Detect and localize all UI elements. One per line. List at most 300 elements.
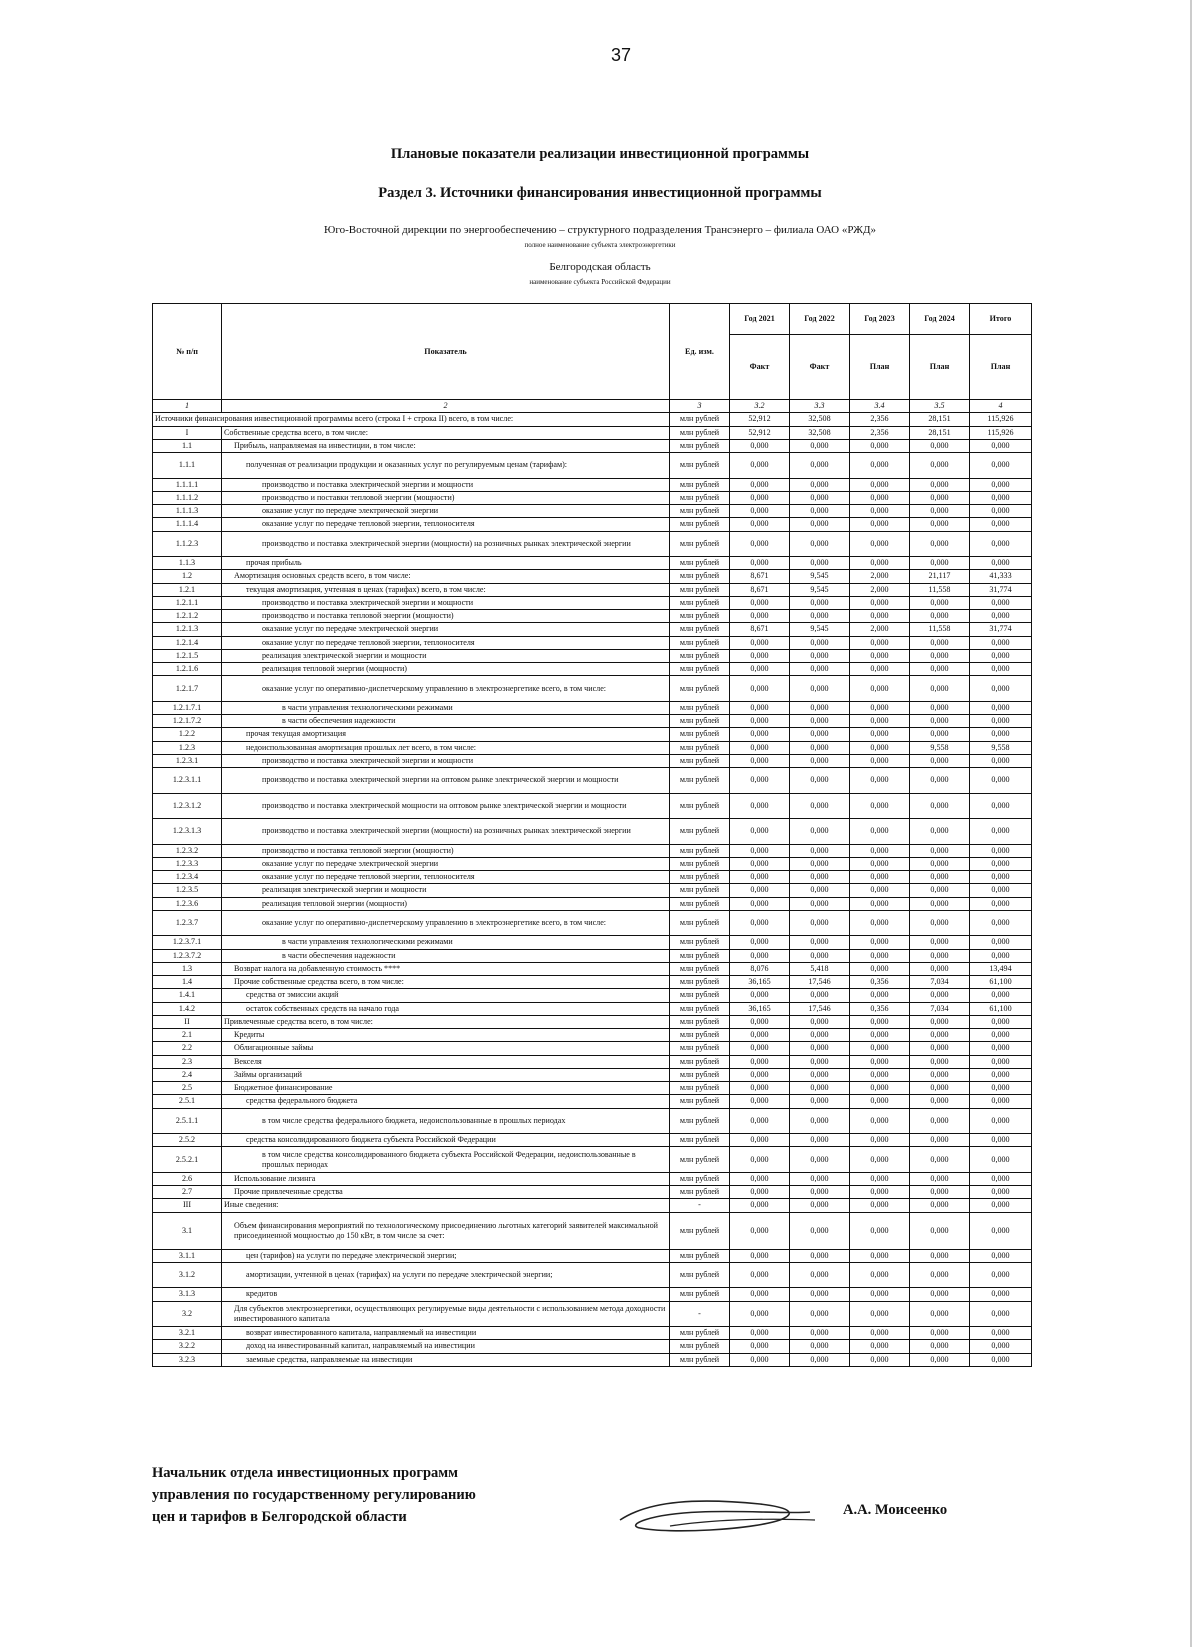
table-row <box>153 610 1032 623</box>
row-value: 0,000 <box>910 1108 970 1134</box>
row-label: Займы организаций <box>222 1068 670 1081</box>
row-value: 0,000 <box>790 491 850 504</box>
row-unit: млн рублей <box>670 439 730 452</box>
header-year-2022: Год 2022 <box>790 304 850 335</box>
row-label: в части обеспечения надежности <box>222 715 670 728</box>
row-value: 0,000 <box>790 1199 850 1212</box>
table-row <box>153 505 1032 518</box>
row-label: в части управления технологическими режимами <box>222 701 670 714</box>
row-unit: млн рублей <box>670 1186 730 1199</box>
row-number: 3.1.2 <box>153 1262 222 1288</box>
row-value: 0,000 <box>970 1262 1032 1288</box>
row-value: 0,000 <box>850 1055 910 1068</box>
table-row <box>153 426 1032 439</box>
row-value: 0,000 <box>850 649 910 662</box>
row-label: производство и поставка тепловой энергии (мощности) <box>222 844 670 857</box>
row-unit: млн рублей <box>670 1055 730 1068</box>
row-value: 0,000 <box>730 1108 790 1134</box>
row-value: 0,000 <box>910 793 970 819</box>
row-value: 0,000 <box>850 676 910 702</box>
row-value: 0,000 <box>730 715 790 728</box>
row-number: 2.1 <box>153 1029 222 1042</box>
row-value: 0,000 <box>790 1134 850 1147</box>
row-value: 0,000 <box>910 715 970 728</box>
row-unit: млн рублей <box>670 583 730 596</box>
row-label: недоиспользованная амортизация прошлых лет всего, в том числе: <box>222 741 670 754</box>
row-value: 0,000 <box>730 910 790 936</box>
row-label: в части обеспечения надежности <box>222 949 670 962</box>
row-unit: млн рублей <box>670 962 730 975</box>
row-number: 2.2 <box>153 1042 222 1055</box>
row-value: 28,151 <box>910 426 970 439</box>
row-value: 0,000 <box>850 478 910 491</box>
row-value: 0,000 <box>850 1108 910 1134</box>
row-unit: млн рублей <box>670 570 730 583</box>
row-value: 0,000 <box>850 936 910 949</box>
row-label: в том числе средства федерального бюджета, недоиспользованные в прошлых периодах <box>222 1108 670 1134</box>
row-unit: млн рублей <box>670 596 730 609</box>
row-value: 0,000 <box>850 1186 910 1199</box>
row-value: 0,000 <box>970 1212 1032 1249</box>
organization-name: Юго-Восточной дирекции по энергообеспечению – структурного подразделения Трансэнерго – филиала ОАО «РЖД» <box>324 224 876 236</box>
row-value: 0,000 <box>970 1015 1032 1028</box>
row-value: 41,333 <box>970 570 1032 583</box>
row-value: 0,000 <box>910 1147 970 1173</box>
row-value: 0,000 <box>910 518 970 531</box>
column-number: 3.5 <box>910 400 970 413</box>
row-value: 0,000 <box>790 1327 850 1340</box>
table-row <box>153 897 1032 910</box>
row-value: 0,000 <box>970 1082 1032 1095</box>
row-unit: млн рублей <box>670 1002 730 1015</box>
row-value: 13,494 <box>970 962 1032 975</box>
row-value: 0,000 <box>910 1301 970 1327</box>
row-value: 0,000 <box>730 949 790 962</box>
row-value: 0,000 <box>850 1015 910 1028</box>
row-number: 1.2.3.1 <box>153 754 222 767</box>
row-value: 0,000 <box>730 676 790 702</box>
table-row <box>153 1327 1032 1340</box>
row-value: 0,000 <box>790 518 850 531</box>
row-value: 0,000 <box>910 1249 970 1262</box>
row-number: 1.2.3.7.2 <box>153 949 222 962</box>
table-row <box>153 715 1032 728</box>
row-value: 0,000 <box>970 1095 1032 1108</box>
column-number-row <box>153 400 1032 413</box>
row-value: 0,000 <box>790 596 850 609</box>
row-unit: млн рублей <box>670 754 730 767</box>
row-value: 61,100 <box>970 1002 1032 1015</box>
row-value: 0,000 <box>910 1095 970 1108</box>
row-value: 0,000 <box>910 1262 970 1288</box>
row-value: 0,000 <box>790 857 850 870</box>
row-label: производство и поставка электрической энергии (мощности) на розничных рынках электрической энергии <box>222 531 670 557</box>
table-row <box>153 1068 1032 1081</box>
row-unit: млн рублей <box>670 701 730 714</box>
row-label: оказание услуг по оперативно-диспетчерскому управлению в электроэнергетике всего, в том числе: <box>222 910 670 936</box>
row-number: 1.3 <box>153 962 222 975</box>
row-value: 0,000 <box>850 1029 910 1042</box>
row-value: 17,546 <box>790 976 850 989</box>
row-unit: млн рублей <box>670 1147 730 1173</box>
row-unit: млн рублей <box>670 1108 730 1134</box>
row-value: 0,000 <box>910 1042 970 1055</box>
row-value: 0,000 <box>910 844 970 857</box>
row-value: 0,000 <box>730 728 790 741</box>
row-unit: млн рублей <box>670 1327 730 1340</box>
row-number: 3.1.1 <box>153 1249 222 1262</box>
row-value: 0,000 <box>790 1095 850 1108</box>
row-value: 0,000 <box>910 768 970 794</box>
row-value: 0,000 <box>730 989 790 1002</box>
row-value: 0,000 <box>850 793 910 819</box>
row-value: 0,000 <box>910 676 970 702</box>
page-number: 37 <box>610 45 632 65</box>
row-value: 31,774 <box>970 623 1032 636</box>
row-value: 32,508 <box>790 413 850 426</box>
row-value: 0,000 <box>970 1108 1032 1134</box>
row-value: 0,000 <box>970 936 1032 949</box>
table-row <box>153 557 1032 570</box>
row-value: 0,000 <box>790 636 850 649</box>
row-value: 0,000 <box>910 897 970 910</box>
row-unit: млн рублей <box>670 897 730 910</box>
table-row <box>153 728 1032 741</box>
signatory-position-line: цен и тарифов в Белгородской области <box>152 1509 407 1525</box>
row-label: производство и поставка электрической мощности на оптовом рынке электрической энергии и мощности <box>222 793 670 819</box>
row-number: I <box>153 426 222 439</box>
row-value: 8,671 <box>730 583 790 596</box>
row-value: 0,000 <box>850 610 910 623</box>
row-value: 0,000 <box>850 1340 910 1353</box>
row-label: Прочие собственные средства всего, в том числе: <box>222 976 670 989</box>
row-label: в том числе средства консолидированного бюджета субъекта Российской Федерации, недоиспользованные в прошлых периодах <box>222 1147 670 1173</box>
row-value: 0,000 <box>970 453 1032 479</box>
row-label: оказание услуг по передаче электрической энергии <box>222 857 670 870</box>
row-unit: - <box>670 1301 730 1327</box>
page-title: Плановые показатели реализации инвестиционной программы <box>390 146 810 162</box>
row-unit: млн рублей <box>670 857 730 870</box>
row-number: 1.2.3.1.1 <box>153 768 222 794</box>
row-value: 0,000 <box>730 1055 790 1068</box>
row-unit: млн рублей <box>670 1068 730 1081</box>
row-value: 0,000 <box>790 1262 850 1288</box>
row-value: 0,000 <box>850 1134 910 1147</box>
row-unit: млн рублей <box>670 491 730 504</box>
table-row <box>153 936 1032 949</box>
row-value: 0,000 <box>790 557 850 570</box>
row-label: остаток собственных средств на начало года <box>222 1002 670 1015</box>
row-number: 2.5.1 <box>153 1095 222 1108</box>
table-row <box>153 583 1032 596</box>
row-value: 0,000 <box>970 715 1032 728</box>
row-value: 115,926 <box>970 413 1032 426</box>
table-row <box>153 1172 1032 1185</box>
row-label: оказание услуг по передаче тепловой энергии, теплоносителя <box>222 871 670 884</box>
row-number: 3.2 <box>153 1301 222 1327</box>
row-value: 0,000 <box>910 1212 970 1249</box>
handwritten-signature <box>610 1490 830 1540</box>
row-number: 1.2.3 <box>153 741 222 754</box>
table-row <box>153 1262 1032 1288</box>
row-value: 0,000 <box>970 1301 1032 1327</box>
row-value: 0,000 <box>850 1095 910 1108</box>
row-value: 0,000 <box>790 884 850 897</box>
row-value: 0,000 <box>910 531 970 557</box>
table-row <box>153 1082 1032 1095</box>
row-value: 0,000 <box>850 596 910 609</box>
row-value: 0,000 <box>970 1353 1032 1366</box>
row-value: 0,000 <box>730 1186 790 1199</box>
row-value: 0,000 <box>730 871 790 884</box>
row-value: 0,000 <box>730 1340 790 1353</box>
row-number: 1.2.1.7.1 <box>153 701 222 714</box>
row-value: 0,000 <box>850 989 910 1002</box>
row-value: 0,000 <box>730 505 790 518</box>
row-value: 0,000 <box>910 1029 970 1042</box>
row-unit: млн рублей <box>670 636 730 649</box>
table-row <box>153 1015 1032 1028</box>
row-label: оказание услуг по передаче электрической энергии <box>222 505 670 518</box>
row-unit: млн рублей <box>670 505 730 518</box>
row-value: 0,000 <box>970 531 1032 557</box>
row-value: 0,000 <box>790 1186 850 1199</box>
row-value: 0,000 <box>910 478 970 491</box>
row-value: 0,000 <box>730 884 790 897</box>
row-value: 7,034 <box>910 976 970 989</box>
row-value: 0,000 <box>970 596 1032 609</box>
row-value: 0,000 <box>850 754 910 767</box>
row-value: 0,000 <box>850 1199 910 1212</box>
row-value: 0,000 <box>790 439 850 452</box>
row-value: 31,774 <box>970 583 1032 596</box>
row-label: прочая текущая амортизация <box>222 728 670 741</box>
header-year-2023: Год 2023 <box>850 304 910 335</box>
row-value: 0,000 <box>790 793 850 819</box>
row-value: 0,000 <box>850 1172 910 1185</box>
row-value: 61,100 <box>970 976 1032 989</box>
row-value: 0,000 <box>790 949 850 962</box>
row-value: 0,000 <box>790 844 850 857</box>
row-label: производство и поставка электрической энергии и мощности <box>222 478 670 491</box>
header-type-2024: План <box>910 335 970 400</box>
signatory-name: А.А. Моисеенко <box>843 1502 948 1518</box>
row-number: 1.1.2.3 <box>153 531 222 557</box>
row-value: 0,000 <box>730 1172 790 1185</box>
row-unit: млн рублей <box>670 1288 730 1301</box>
row-value: 0,000 <box>850 557 910 570</box>
row-number: 1.2.1.3 <box>153 623 222 636</box>
row-unit: млн рублей <box>670 1042 730 1055</box>
row-value: 0,000 <box>790 478 850 491</box>
table-row <box>153 570 1032 583</box>
row-value: 0,000 <box>850 505 910 518</box>
row-number: 1.2.1.7.2 <box>153 715 222 728</box>
table-row <box>153 1353 1032 1366</box>
row-value: 0,000 <box>850 962 910 975</box>
row-number: 1.2.1.4 <box>153 636 222 649</box>
row-value: 0,000 <box>970 439 1032 452</box>
row-number: II <box>153 1015 222 1028</box>
row-number: 1.2.1.6 <box>153 663 222 676</box>
row-label: прочая прибыль <box>222 557 670 570</box>
row-value: 0,000 <box>730 649 790 662</box>
row-number: 3.1.3 <box>153 1288 222 1301</box>
table-row <box>153 962 1032 975</box>
header-type-2021: Факт <box>730 335 790 400</box>
row-value: 0,000 <box>910 663 970 676</box>
row-label: в части управления технологическими режимами <box>222 936 670 949</box>
row-label: производство и поставка электрической энергии и мощности <box>222 596 670 609</box>
row-value: 0,000 <box>790 1353 850 1366</box>
row-value: 0,000 <box>910 1055 970 1068</box>
row-value: 0,000 <box>910 1134 970 1147</box>
row-unit: млн рублей <box>670 1015 730 1028</box>
row-label: оказание услуг по передаче электрической энергии <box>222 623 670 636</box>
row-value: 0,000 <box>850 1147 910 1173</box>
row-value: 0,000 <box>910 728 970 741</box>
table-row <box>153 793 1032 819</box>
table-row <box>153 439 1032 452</box>
table-row <box>153 976 1032 989</box>
table-row <box>153 623 1032 636</box>
row-number: 1.2.1.1 <box>153 596 222 609</box>
row-value: 0,000 <box>910 1327 970 1340</box>
row-value: 0,000 <box>730 793 790 819</box>
row-value: 0,000 <box>730 531 790 557</box>
row-value: 0,000 <box>730 754 790 767</box>
table-row <box>153 649 1032 662</box>
row-value: 0,000 <box>910 596 970 609</box>
row-value: 0,000 <box>850 663 910 676</box>
table-row <box>153 531 1032 557</box>
row-number: 1.1.1 <box>153 453 222 479</box>
row-value: 0,000 <box>730 819 790 845</box>
table-row <box>153 1134 1032 1147</box>
row-value: 0,000 <box>910 1172 970 1185</box>
row-value: 0,000 <box>910 819 970 845</box>
row-value: 11,558 <box>910 583 970 596</box>
table-row <box>153 1249 1032 1262</box>
row-value: 0,000 <box>730 663 790 676</box>
row-unit: млн рублей <box>670 649 730 662</box>
row-label: текущая амортизация, учтенная в ценах (тарифах) всего, в том числе: <box>222 583 670 596</box>
row-value: 0,000 <box>790 701 850 714</box>
row-value: 0,000 <box>910 1199 970 1212</box>
row-value: 0,000 <box>850 1082 910 1095</box>
row-value: 0,000 <box>790 819 850 845</box>
header-type-2023: План <box>850 335 910 400</box>
row-number: 1.2.3.1.2 <box>153 793 222 819</box>
row-number: 3.1 <box>153 1212 222 1249</box>
row-value: 0,000 <box>730 1353 790 1366</box>
row-label: Амортизация основных средств всего, в том числе: <box>222 570 670 583</box>
row-value: 0,000 <box>850 518 910 531</box>
row-number: 1.2 <box>153 570 222 583</box>
row-label: оказание услуг по передаче тепловой энергии, теплоносителя <box>222 518 670 531</box>
row-value: 0,000 <box>850 1212 910 1249</box>
row-unit: млн рублей <box>670 976 730 989</box>
row-value: 0,000 <box>790 1288 850 1301</box>
row-unit: млн рублей <box>670 1095 730 1108</box>
row-value: 0,000 <box>910 636 970 649</box>
row-number: 1.2.1.5 <box>153 649 222 662</box>
row-value: 0,000 <box>970 610 1032 623</box>
row-value: 0,000 <box>910 505 970 518</box>
table-row <box>153 701 1032 714</box>
row-unit: млн рублей <box>670 623 730 636</box>
row-number: 1.2.3.5 <box>153 884 222 897</box>
row-value: 0,356 <box>850 1002 910 1015</box>
row-value: 8,076 <box>730 962 790 975</box>
row-value: 0,000 <box>790 1249 850 1262</box>
row-unit: млн рублей <box>670 557 730 570</box>
row-value: 0,000 <box>970 910 1032 936</box>
row-unit: млн рублей <box>670 793 730 819</box>
row-label: оказание услуг по передаче тепловой энергии, теплоносителя <box>222 636 670 649</box>
row-label: Иные сведения: <box>222 1199 670 1212</box>
row-value: 0,000 <box>790 1147 850 1173</box>
row-unit: млн рублей <box>670 884 730 897</box>
row-unit: млн рублей <box>670 728 730 741</box>
row-value: 0,000 <box>970 768 1032 794</box>
row-value: 0,000 <box>730 1095 790 1108</box>
table-row <box>153 676 1032 702</box>
row-value: 0,000 <box>970 676 1032 702</box>
row-value: 7,034 <box>910 1002 970 1015</box>
row-label: реализация электрической энергии и мощности <box>222 884 670 897</box>
row-value: 0,000 <box>970 1055 1032 1068</box>
row-value: 0,000 <box>730 1015 790 1028</box>
row-label: Возврат налога на добавленную стоимость **** <box>222 962 670 975</box>
table-row <box>153 1212 1032 1249</box>
row-value: 0,000 <box>970 819 1032 845</box>
row-number: 1.2.1.2 <box>153 610 222 623</box>
row-number: 1.1.1.3 <box>153 505 222 518</box>
row-number: 2.5.2.1 <box>153 1147 222 1173</box>
table-row <box>153 884 1032 897</box>
row-label: производство и поставка электрической энергии (мощности) на розничных рынках электрической энергии <box>222 819 670 845</box>
row-label: цен (тарифов) на услуги по передаче электрической энергии; <box>222 1249 670 1262</box>
row-value: 0,000 <box>790 1082 850 1095</box>
row-value: 0,000 <box>730 1082 790 1095</box>
row-value: 9,545 <box>790 583 850 596</box>
header-total: Итого <box>970 304 1032 335</box>
row-value: 0,000 <box>790 715 850 728</box>
row-label: заемные средства, направляемые на инвестиции <box>222 1353 670 1366</box>
row-value: 0,000 <box>970 989 1032 1002</box>
row-value: 0,000 <box>910 910 970 936</box>
row-number: 2.5.1.1 <box>153 1108 222 1134</box>
row-number: 1.2.3.7 <box>153 910 222 936</box>
row-value: 0,000 <box>850 871 910 884</box>
row-value: 0,000 <box>730 897 790 910</box>
row-unit: - <box>670 1199 730 1212</box>
row-value: 0,000 <box>850 491 910 504</box>
row-label: производство и поставка тепловой энергии (мощности) <box>222 610 670 623</box>
row-value: 115,926 <box>970 426 1032 439</box>
row-value: 0,000 <box>970 518 1032 531</box>
row-value: 0,000 <box>970 1042 1032 1055</box>
row-value: 0,000 <box>910 962 970 975</box>
row-label: оказание услуг по оперативно-диспетчерскому управлению в электроэнергетике всего, в том числе: <box>222 676 670 702</box>
row-value: 0,000 <box>850 1327 910 1340</box>
row-value: 0,000 <box>730 1029 790 1042</box>
row-value: 0,000 <box>730 491 790 504</box>
row-unit: млн рублей <box>670 426 730 439</box>
row-value: 0,000 <box>790 897 850 910</box>
row-value: 0,000 <box>910 1340 970 1353</box>
